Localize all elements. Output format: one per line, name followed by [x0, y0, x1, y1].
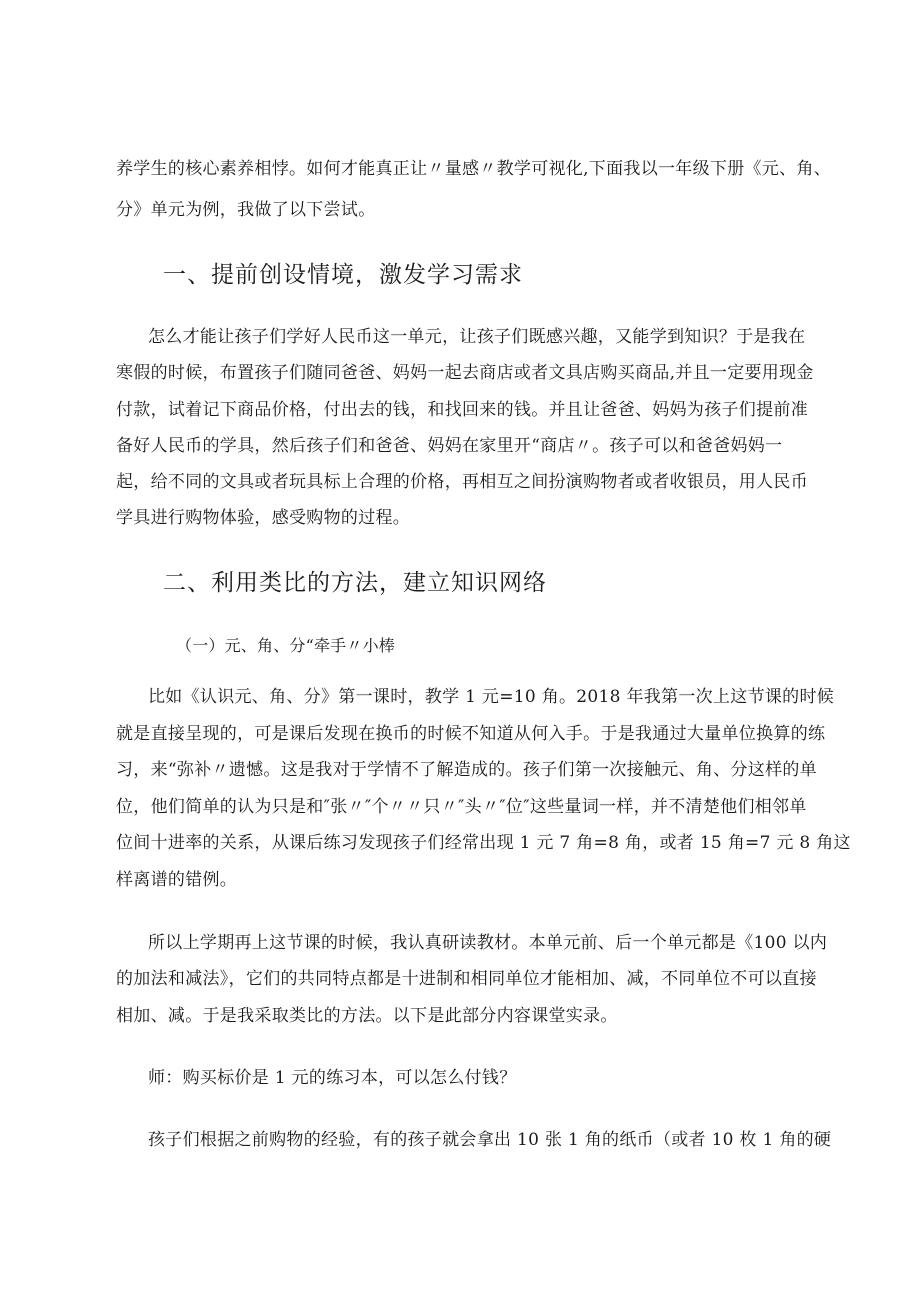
section-1-paragraph-line-4: 备好人民币的学具，然后孩子们和爸爸、妈妈在家里开“商店〃。孩子可以和爸爸妈妈一 [116, 436, 783, 456]
section-2-paragraph-1-line-4: 位，他们简单的认为只是和″张〃″个〃〃只〃″头〃″位″这些量词一样，并不清楚他们相邻单 [116, 797, 807, 817]
section-2-paragraph-1-line-5: 位间十进率的关系，从课后练习发现孩子们经常出现 1 元 7 角=8 角，或者 15 角=7 元 8 角这 [116, 833, 851, 853]
section-2-paragraph-1-line-1: 比如《认识元、角、分》第一课时，教学 1 元=10 角。2018 年我第一次上这节课的时候 [148, 687, 835, 707]
section-2-subheading: （一）元、角、分“牵手〃小棒 [176, 636, 395, 655]
student-response-line: 孩子们根据之前购物的经验，有的孩子就会拿出 10 张 1 角的纸币（或者 10 枚 1 角的硬 [148, 1130, 832, 1150]
section-2-paragraph-1-line-3: 习，来“弥补〃遗憾。这是我对于学情不了解造成的。孩子们第一次接触元、角、分这样的单 [116, 760, 817, 780]
section-1-heading: 一、提前创设情境，激发学习需求 [163, 262, 523, 288]
teacher-question-line: 师：购买标价是 1 元的练习本，可以怎么付钱？ [148, 1068, 517, 1088]
section-1-paragraph-line-3: 付款，试着记下商品价格，付出去的钱，和找回来的钱。并且让爸爸、妈妈为孩子们提前准 [116, 400, 808, 420]
section-2-paragraph-2-line-3: 相加、减。于是我采取类比的方法。以下是此部分内容课堂实录。 [116, 1006, 618, 1026]
section-2-paragraph-1-line-2: 就是直接呈现的，可是课后发现在换币的时候不知道从何入手。于是我通过大量单位换算的练 [116, 724, 826, 744]
intro-line-1: 养学生的核心素养相悖。如何才能真正让〃量感〃教学可视化,下面我以一年级下册《元、角、 [116, 159, 832, 179]
section-1-paragraph-line-5: 起，给不同的文具或者玩具标上合理的价格，再相互之间扮演购物者或者收银员，用人民币 [116, 472, 808, 492]
section-2-paragraph-2-line-2: 的加法和减法》，它们的共同特点都是十进制和相同单位才能相加、减，不同单位不可以直接 [116, 969, 817, 989]
section-1-paragraph-line-2: 寒假的时候，布置孩子们随同爸爸、妈妈一起去商店或者文具店购买商品,并且一定要用现金 [116, 363, 814, 383]
intro-line-2: 分》单元为例，我做了以下尝试。 [116, 200, 376, 220]
section-2-paragraph-2-line-1: 所以上学期再上这节课的时候，我认真研读教材。本单元前、后一个单元都是《100 以内 [148, 933, 828, 953]
section-2-paragraph-1-line-6: 样离谱的错例。 [116, 870, 238, 890]
section-1-paragraph-line-6: 学具进行购物体验，感受购物的过程。 [116, 508, 411, 528]
section-2-heading: 二、利用类比的方法，建立知识网络 [163, 570, 547, 596]
section-1-paragraph-line-1: 怎么才能让孩子们学好人民币这一单元，让孩子们既感兴趣，又能学到知识？于是我在 [148, 327, 806, 347]
